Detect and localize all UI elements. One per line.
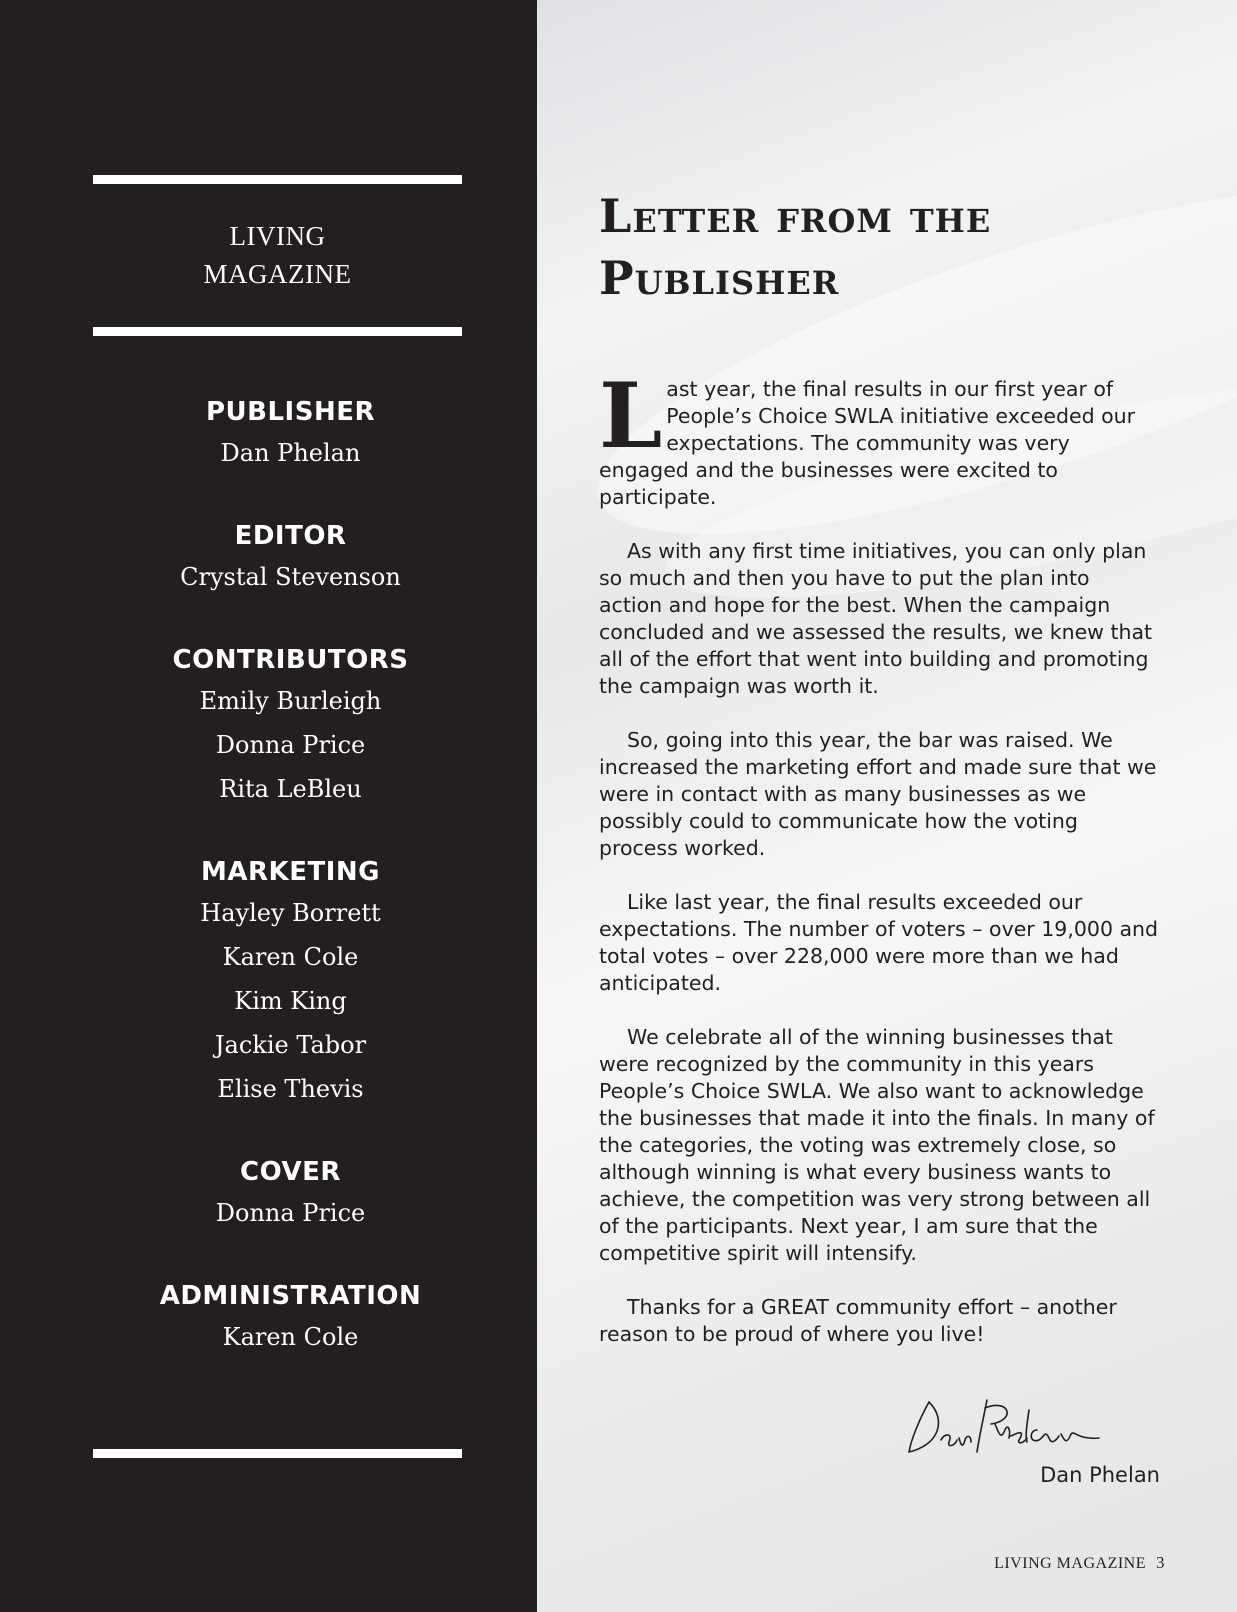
staff-section: [93, 1277, 488, 1359]
title-line-2: Publisher: [599, 251, 840, 305]
staff-name: Donna Price: [215, 731, 366, 759]
paragraph: As with any first time initiatives, you can only plan so much and then you have to put the plan into action and hope for the best. When the campaign concluded and we assessed the results, we knew that all of the effort that went into building and promoting the campaign was worth it.: [599, 539, 1153, 698]
staff-name: Karen Cole: [222, 943, 359, 971]
staff-name: Kim King: [234, 987, 347, 1015]
paragraph: Like last year, the final results exceeded our expectations. The number of voters – over 19,000 and total votes – over 228,000 were more than we had anticipated.: [599, 890, 1159, 995]
page-title: [599, 185, 991, 309]
staff-name: Dan Phelan: [220, 439, 361, 467]
staff-name: Hayley Borrett: [200, 899, 381, 927]
staff-heading: CONTRIBUTORS: [172, 645, 409, 675]
staff-name: Donna Price: [215, 1199, 366, 1227]
masthead-line-1: LIVING: [229, 221, 326, 251]
masthead-divider: [93, 327, 462, 336]
top-divider: [93, 175, 462, 184]
staff-heading: ADMINISTRATION: [159, 1281, 422, 1311]
title-line-1: Letter from the: [599, 189, 992, 243]
staff-sidebar: [0, 0, 537, 1612]
letter-body: [599, 363, 1159, 1375]
staff-name: Karen Cole: [222, 1323, 359, 1351]
staff-section: [93, 517, 488, 599]
staff-section: [93, 1153, 488, 1235]
bottom-divider: [93, 1449, 462, 1458]
staff-section: [93, 393, 488, 475]
staff-name: Jackie Tabor: [214, 1031, 367, 1059]
masthead-line-2: MAGAZINE: [203, 259, 352, 289]
staff-heading: EDITOR: [234, 521, 347, 551]
footer-magazine: LIVING MAGAZINE: [994, 1555, 1146, 1572]
handwritten-signature: [899, 1390, 1119, 1460]
paragraph: We celebrate all of the winning businesses that were recognized by the community in this years People’s Choice SWLA. We also want to acknowledge the businesses that made it into the finals. In many of the categories, the voting was extremely close, so although winning is what every business wants to achieve, the competition was very strong between all of the participants. Next year, I am sure that the competitive spirit will intensify.: [599, 1025, 1155, 1265]
staff-section: [93, 641, 488, 811]
staff-list: [93, 393, 488, 1401]
staff-heading: COVER: [240, 1157, 341, 1187]
staff-name: Crystal Stevenson: [180, 563, 401, 591]
paragraph: Last year, the final results in our first year of People’s Choice SWLA initiative exceeded our expectations. The community was very engaged and the businesses were excited to participate.: [599, 363, 1136, 509]
page-footer: [994, 1553, 1165, 1573]
staff-heading: MARKETING: [201, 857, 380, 887]
paragraph: Thanks for a GREAT community effort – another reason to be proud of where you live!: [599, 1295, 1117, 1346]
paragraph: So, going into this year, the bar was raised. We increased the marketing effort and made sure that we were in contact with as many businesses as we possibly could to communicate how the voting process worked.: [599, 728, 1157, 860]
page-number: 3: [1156, 1553, 1165, 1572]
staff-section: [93, 853, 488, 1111]
drop-cap: L: [599, 363, 663, 469]
signature-name: Dan Phelan: [1040, 1463, 1160, 1487]
staff-name: Elise Thevis: [217, 1075, 364, 1103]
letter-panel: [537, 0, 1237, 1612]
staff-name: Emily Burleigh: [199, 687, 382, 715]
staff-heading: PUBLISHER: [206, 397, 375, 427]
staff-name: Rita LeBleu: [219, 775, 362, 803]
masthead-logo: [93, 217, 462, 293]
